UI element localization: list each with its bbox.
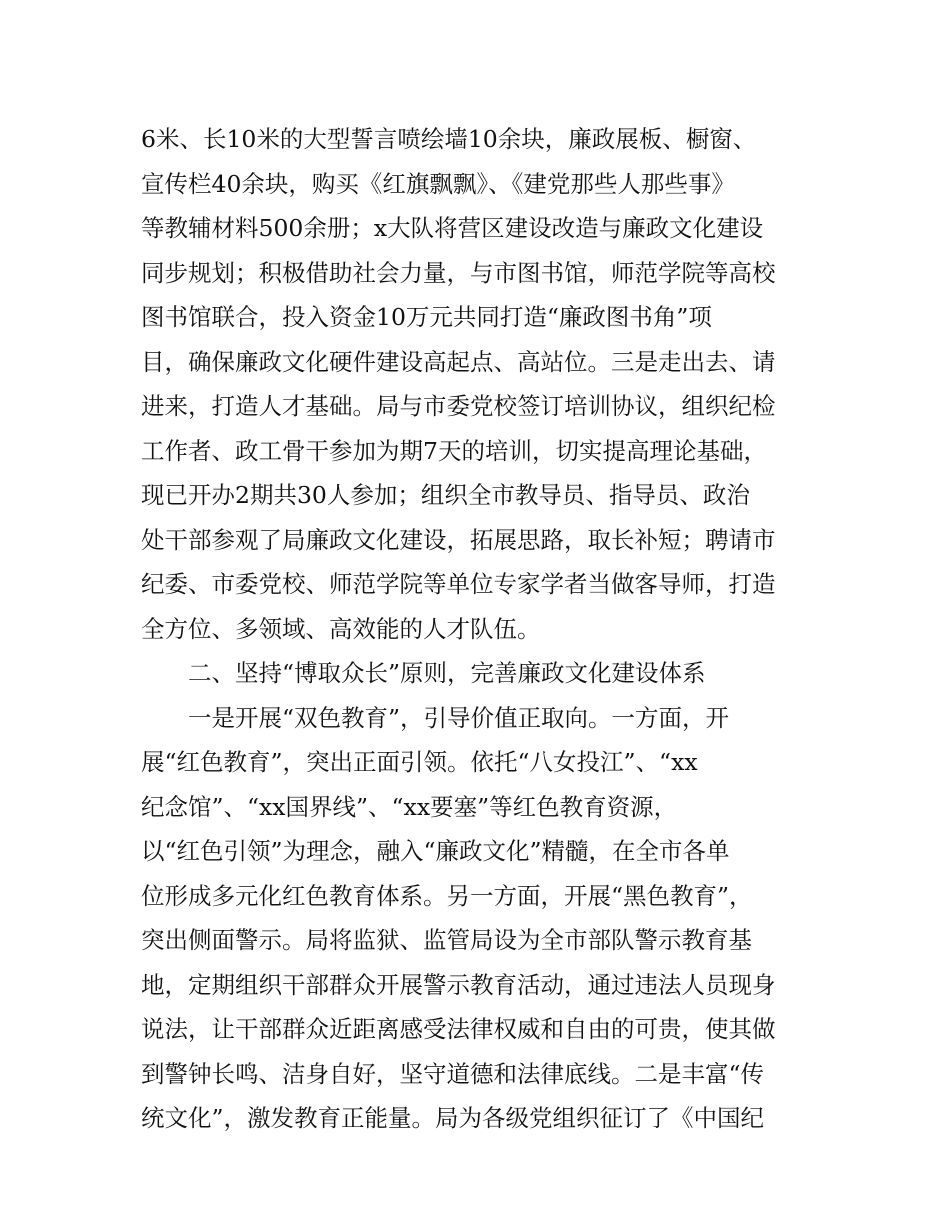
text-line: 统文化”，激发教育正能量。局为各级党组织征订了《中国纪 [141,1104,765,1132]
text-line: 进来，打造人才基础。局与市委党校签订培训协议，组织纪检 [141,392,776,420]
text-line: 纪念馆”、“xx国界线”、“xx要塞”等红色教育资源， [141,792,678,821]
text-line: 工作者、政工骨干参加为期7天的培训，切实提高理论基础， [141,436,767,465]
text-line: 目，确保廉政文化硬件建设高起点、高站位。三是走出去、请 [141,347,776,376]
text-line: 6米、长10米的大型誓言喷绘墙10余块，廉政展板、橱窗、 [141,125,757,153]
text-line: 以“红色引领”为理念，融入“廉政文化”精髓，在全市各单 [141,837,730,865]
text-line: 位形成多元化红色教育体系。另一方面，开展“黑色教育”， [141,881,753,910]
text-line: 同步规划；积极借助社会力量，与市图书馆，师范学院等高校 [141,258,776,287]
text-line: 一是开展“双色教育”，引导价值正取向。一方面，开 [141,703,730,732]
text-line: 说法，让干部群众近距离感受法律权威和自由的可贵，使其做 [141,1015,776,1043]
text-line: 全方位、多领域、高效能的人才队伍。 [141,614,541,643]
text-line: 地，定期组织干部群众开展警示教育活动，通过违法人员现身 [141,970,776,999]
text-line: 展“红色教育”，突出正面引领。依托“八女投江”、“xx [141,748,698,776]
text-line: 处干部参观了局廉政文化建设，拓展思路，取长补短；聘请市 [141,525,776,554]
text-line: 突出侧面警示。局将监狱、监管局设为全市部队警示教育基 [141,926,752,954]
text-line: 等教辅材料500余册；x大队将营区建设改造与廉政文化建设 [141,214,764,242]
text-line: 宣传栏40余块，购买《红旗飘飘》、《建党那些人那些事》 [141,169,735,198]
text-line: 图书馆联合，投入资金10万元共同打造“廉政图书角”项 [141,303,712,331]
body-text [141,117,821,1141]
text-line: 到警钟长鸣、洁身自好，坚守道德和法律底线。二是丰富“传 [141,1059,765,1088]
section-heading: 二、坚持“博取众长”原则，完善廉政文化建设体系 [141,659,706,687]
text-line: 纪委、市委党校、师范学院等单位专家学者当做客导师，打造 [141,570,776,598]
text-line: 现已开办2期共30人参加；组织全市教导员、指导员、政治 [141,481,750,509]
